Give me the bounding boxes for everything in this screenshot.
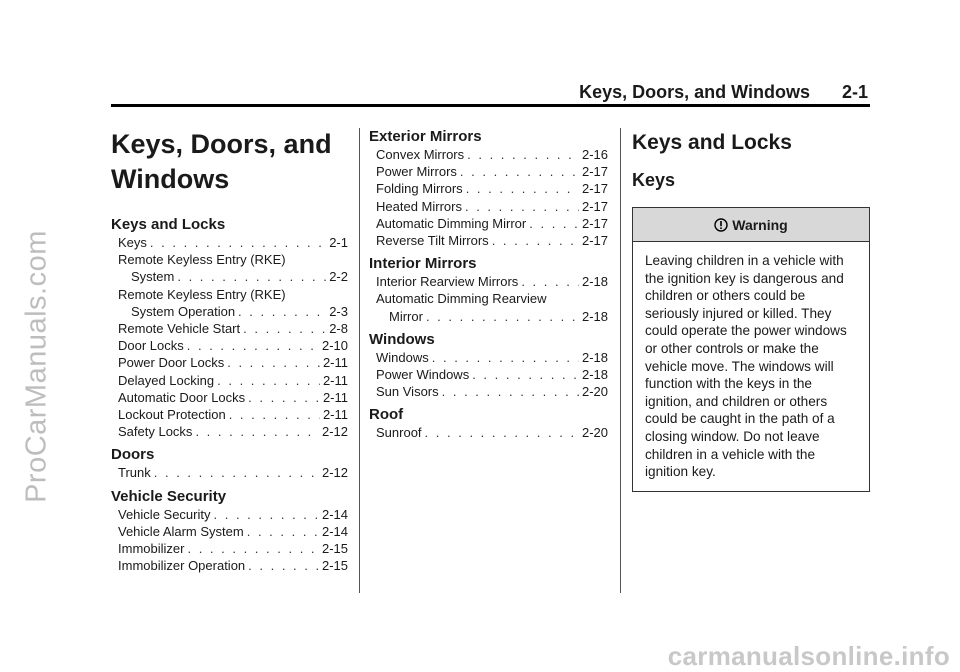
toc-entries: [369, 273, 608, 325]
toc-leader-dots: [243, 320, 326, 337]
toc-entry-text: Immobilizer Operation: [118, 558, 246, 574]
toc-entry[interactable]: [111, 406, 348, 423]
toc-leader-dots: [466, 180, 579, 197]
warning-label: Warning: [732, 216, 788, 233]
toc-entry-text: Sun Visors: [376, 384, 439, 400]
toc-entry[interactable]: [111, 303, 348, 320]
header-rule: [111, 104, 870, 107]
toc-entry-text: Safety Locks: [118, 424, 193, 440]
toc-page-number: 2-2: [329, 269, 348, 285]
toc-entry-text: System: [131, 269, 175, 285]
toc-entry-text: Remote Keyless Entry (RKE): [118, 286, 286, 302]
toc-entry-text: Automatic Door Locks: [118, 389, 246, 405]
toc-entry-text: Interior Rearview Mirrors: [376, 274, 519, 290]
toc-page-number: 2-12: [321, 424, 348, 440]
toc-column-1: [111, 126, 348, 574]
toc-leader-dots: [214, 506, 319, 523]
toc-entry-text: Mirror: [389, 308, 423, 324]
toc-leader-dots: [248, 557, 319, 574]
toc-entry-text: Trunk: [118, 465, 151, 481]
toc-entry[interactable]: [111, 320, 348, 337]
toc-page-number: 2-18: [581, 349, 608, 365]
toc-entry-text: Automatic Dimming Mirror: [376, 215, 527, 231]
toc-entry-text: Convex Mirrors: [376, 147, 465, 162]
toc-entry-text: Door Locks: [118, 338, 184, 354]
toc-page-number: 2-18: [581, 308, 608, 324]
toc-entry-text: Sunroof: [376, 425, 422, 441]
toc-entry[interactable]: [111, 372, 348, 389]
toc-section-heading: Roof: [369, 406, 404, 424]
column-divider: [620, 128, 621, 593]
toc-leader-dots: [227, 354, 320, 371]
column-divider: [359, 128, 360, 593]
toc-entry-text: Keys: [118, 235, 147, 250]
toc-entry-text: Automatic Dimming Rearview: [376, 291, 547, 307]
toc-leader-dots: [465, 198, 579, 215]
toc-leader-dots: [426, 308, 579, 325]
toc-entry-line: [111, 286, 348, 303]
toc-leader-dots: [150, 234, 326, 251]
toc-page-number: 2-12: [321, 465, 348, 481]
toc-entry[interactable]: [111, 557, 348, 574]
toc-section-heading: Vehicle Security: [111, 487, 227, 505]
toc-page-number: 2-15: [321, 541, 348, 557]
bottom-watermark: carmanualsonline.info: [667, 641, 950, 671]
toc-entry[interactable]: [111, 389, 348, 406]
toc-leader-dots: [177, 268, 326, 285]
chapter-title-line1: Keys, Doors, and: [111, 129, 332, 159]
toc-entry-text: Lockout Protection: [118, 407, 226, 423]
toc-leader-dots: [432, 349, 579, 366]
toc-entry[interactable]: [369, 383, 608, 400]
toc-leader-dots: [195, 423, 319, 440]
section-heading: Keys and Locks: [632, 131, 792, 154]
toc-entry[interactable]: [369, 198, 608, 215]
toc-page-number: 2-8: [329, 321, 348, 337]
toc-entry-text: Immobilizer: [118, 541, 185, 557]
header-title: Keys, Doors, and Windows: [579, 82, 810, 102]
toc-entry-text: Remote Vehicle Start: [118, 321, 241, 337]
toc-entries: [369, 349, 608, 401]
content-column: [632, 126, 870, 492]
page-header: [111, 82, 870, 106]
toc-entry[interactable]: [111, 268, 348, 285]
toc-entry[interactable]: [111, 540, 348, 557]
toc-entry[interactable]: [369, 424, 608, 441]
toc-page-number: 2-11: [322, 372, 348, 388]
toc-page-number: 2-18: [581, 367, 608, 383]
toc-page-number: 2-11: [322, 355, 348, 371]
toc-page-number: 2-15: [321, 558, 348, 574]
subsection-heading: Keys: [632, 170, 676, 190]
toc-leader-dots: [467, 146, 579, 163]
toc-page-number: 2-14: [321, 506, 348, 522]
toc-leader-dots: [238, 303, 326, 320]
toc-list-2: [369, 128, 608, 442]
toc-entry-text: Power Door Locks: [118, 355, 225, 371]
toc-entry-line: [369, 290, 608, 307]
toc-section-heading: Exterior Mirrors: [369, 128, 482, 145]
toc-entry-text: Power Windows: [376, 367, 470, 383]
toc-entry-text: Heated Mirrors: [376, 198, 462, 214]
toc-leader-dots: [492, 232, 579, 249]
toc-leader-dots: [472, 366, 579, 383]
warning-box: [632, 207, 870, 492]
toc-section-heading: Interior Mirrors: [369, 255, 477, 273]
toc-page-number: 2-20: [581, 425, 608, 441]
toc-entry[interactable]: [111, 464, 348, 481]
toc-page-number: 2-14: [321, 523, 348, 539]
toc-column-2: [369, 126, 608, 442]
toc-entry-text: System Operation: [131, 303, 236, 319]
toc-entries: [111, 506, 348, 575]
toc-entry-text: Remote Keyless Entry (RKE): [118, 252, 286, 268]
toc-entries: [369, 146, 608, 249]
toc-section-heading: Windows: [369, 330, 435, 348]
toc-entry-line: [111, 251, 348, 268]
toc-leader-dots: [248, 389, 320, 406]
header-page-number: 2-1: [841, 82, 868, 102]
toc-page-number: 2-11: [322, 407, 348, 423]
warning-icon: [714, 218, 728, 232]
toc-entry[interactable]: [111, 506, 348, 523]
toc-page-number: 2-17: [581, 215, 608, 231]
toc-entry[interactable]: [111, 337, 348, 354]
toc-leader-dots: [154, 464, 319, 481]
toc-leader-dots: [187, 540, 319, 557]
chapter-title: [111, 128, 348, 196]
toc-leader-dots: [425, 424, 579, 441]
toc-entry[interactable]: [369, 308, 608, 325]
toc-entry[interactable]: [111, 234, 348, 251]
toc-entry-text: Delayed Locking: [118, 372, 215, 388]
toc-entry[interactable]: [369, 273, 608, 290]
toc-entry[interactable]: [369, 146, 608, 163]
toc-page-number: 2-16: [581, 147, 608, 162]
toc-entry[interactable]: [369, 349, 608, 366]
toc-leader-dots: [460, 163, 579, 180]
toc-leader-dots: [442, 383, 579, 400]
toc-entry-text: Reverse Tilt Mirrors: [376, 233, 489, 249]
toc-entry[interactable]: [111, 423, 348, 440]
toc-page-number: 2-18: [581, 274, 608, 290]
toc-entry[interactable]: [111, 523, 348, 540]
toc-entry[interactable]: [111, 354, 348, 371]
toc-entry-text: Vehicle Security: [118, 506, 211, 522]
toc-entry[interactable]: [369, 215, 608, 232]
chapter-title-line2: Windows: [111, 164, 230, 194]
toc-entry-text: Power Mirrors: [376, 164, 457, 180]
toc-entry[interactable]: [369, 232, 608, 249]
toc-entry-text: Vehicle Alarm System: [118, 523, 244, 539]
toc-page-number: 2-10: [321, 338, 348, 354]
toc-entries: [369, 424, 608, 441]
toc-leader-dots: [229, 406, 320, 423]
warning-text: Leaving children in a vehicle with the ignition key is dangerous and children or others could be seriously injured or killed. They could operate the power windows or other controls or make the vehicle move. The windows will function with the keys in the ignition, and children or others could be caught in the path of a closing window. Do not leave children in a vehicle with the ignition key.: [645, 253, 847, 480]
toc-leader-dots: [521, 273, 579, 290]
toc-leader-dots: [187, 337, 319, 354]
toc-page-number: 2-1: [329, 235, 348, 250]
toc-entry-text: Folding Mirrors: [376, 181, 463, 197]
toc-section-heading: Keys and Locks: [111, 216, 226, 233]
toc-entry[interactable]: [369, 366, 608, 383]
toc-entry[interactable]: [369, 180, 608, 197]
toc-page-number: 2-17: [581, 181, 608, 197]
toc-entries: [111, 234, 348, 440]
toc-page-number: 2-17: [581, 233, 608, 249]
toc-page-number: 2-11: [322, 389, 348, 405]
toc-page-number: 2-20: [581, 384, 608, 400]
toc-entry[interactable]: [369, 163, 608, 180]
toc-list-1: [111, 216, 348, 574]
toc-leader-dots: [217, 372, 320, 389]
side-watermark: ProCarManuals.com: [20, 230, 53, 503]
toc-entries: [111, 464, 348, 481]
toc-section-heading: Doors: [111, 446, 155, 464]
toc-page-number: 2-17: [581, 164, 608, 180]
toc-entry-text: Windows: [376, 349, 429, 365]
toc-leader-dots: [529, 215, 579, 232]
toc-page-number: 2-3: [329, 303, 348, 319]
toc-page-number: 2-17: [581, 198, 608, 214]
toc-leader-dots: [247, 523, 319, 540]
warning-header: [633, 208, 869, 242]
